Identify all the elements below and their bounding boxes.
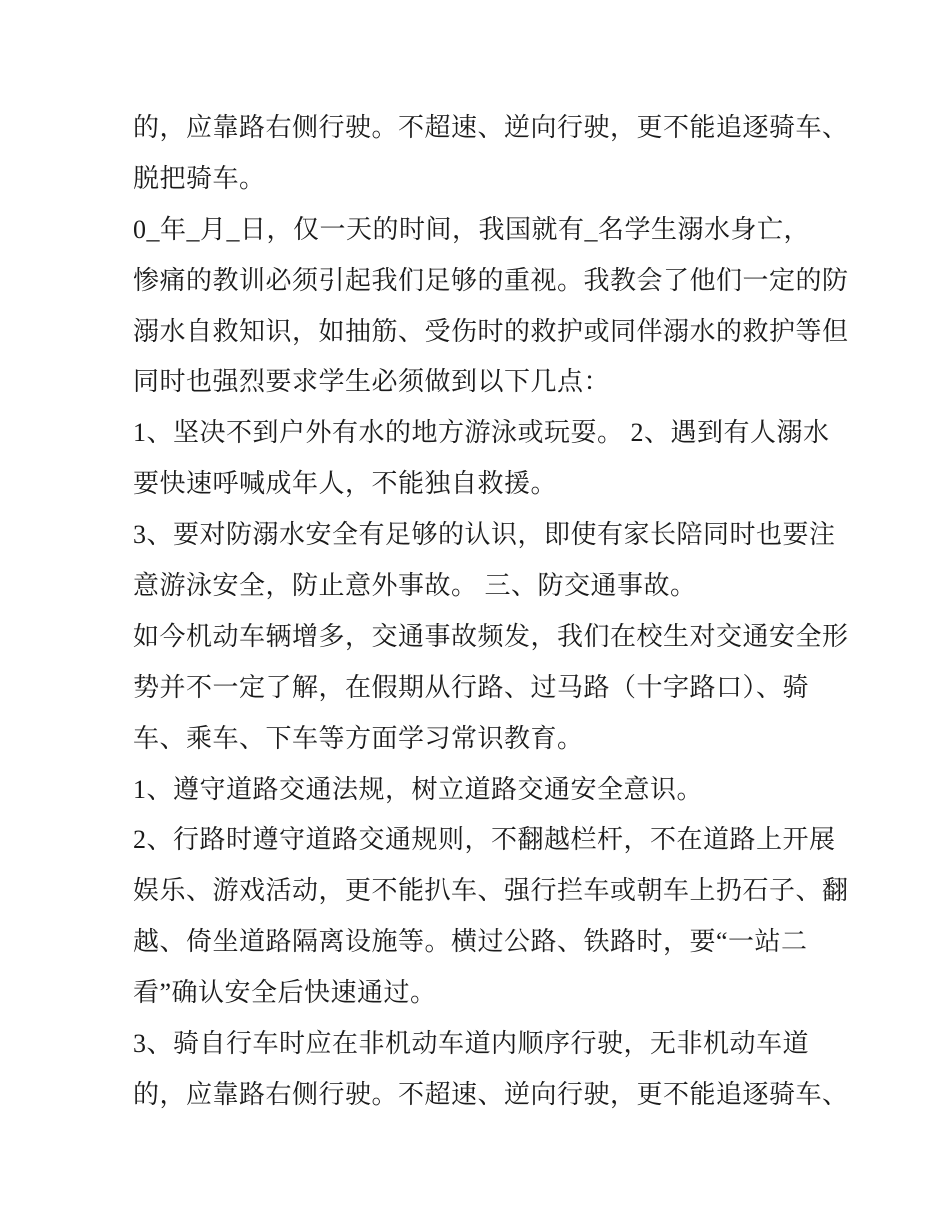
text-line: 同时也强烈要求学生必须做到以下几点： (133, 367, 611, 397)
text-line: 2、行路时遵守道路交通规则，不翻越栏杆，不在道路上开展 (133, 825, 836, 855)
text-line: 1、坚决不到户外有水的地方游泳或玩耍。 2、遇到有人溺水 (133, 418, 830, 448)
text-line: 越、倚坐道路隔离设施等。横过公路、铁路时，要“一站二 (133, 927, 808, 957)
text-line: 的，应靠路右侧行驶。不超速、逆向行驶，更不能追逐骑车、 (133, 1079, 849, 1109)
text-line: 娱乐、游戏活动，更不能扒车、强行拦车或朝车上扔石子、翻 (133, 876, 849, 906)
text-line: 势并不一定了解，在假期从行路、过马路（十字路口）、骑 (133, 672, 810, 702)
text-line: 车、乘车、下车等方面学习常识教育。 (133, 723, 584, 753)
text-line: 如今机动车辆增多，交通事故频发，我们在校生对交通安全形 (133, 621, 849, 651)
text-line: 0_年_月_日，仅一天的时间，我国就有_名学生溺水身亡， (133, 214, 811, 244)
document-text-block (133, 103, 849, 1121)
text-line: 1、遵守道路交通法规，树立道路交通安全意识。 (133, 774, 704, 804)
text-line: 3、骑自行车时应在非机动车道内顺序行驶，无非机动车道 (133, 1029, 810, 1059)
text-line: 惨痛的教训必须引起我们足够的重视。我教会了他们一定的防 (133, 265, 849, 295)
text-line: 3、要对防溺水安全有足够的认识，即使有家长陪同时也要注 (133, 520, 836, 550)
text-line: 的，应靠路右侧行驶。不超速、逆向行驶，更不能追逐骑车、 (133, 113, 849, 142)
text-line: 意游泳安全，防止意外事故。 三、防交通事故。 (133, 571, 697, 601)
text-line: 脱把骑车。 (133, 163, 266, 193)
text-line: 要快速呼喊成年人，不能独自救援。 (133, 469, 558, 499)
text-line: 看”确认安全后快速通过。 (133, 978, 437, 1008)
text-line: 溺水自救知识，如抽筋、受伤时的救护或同伴溺水的救护等但 (133, 316, 849, 346)
